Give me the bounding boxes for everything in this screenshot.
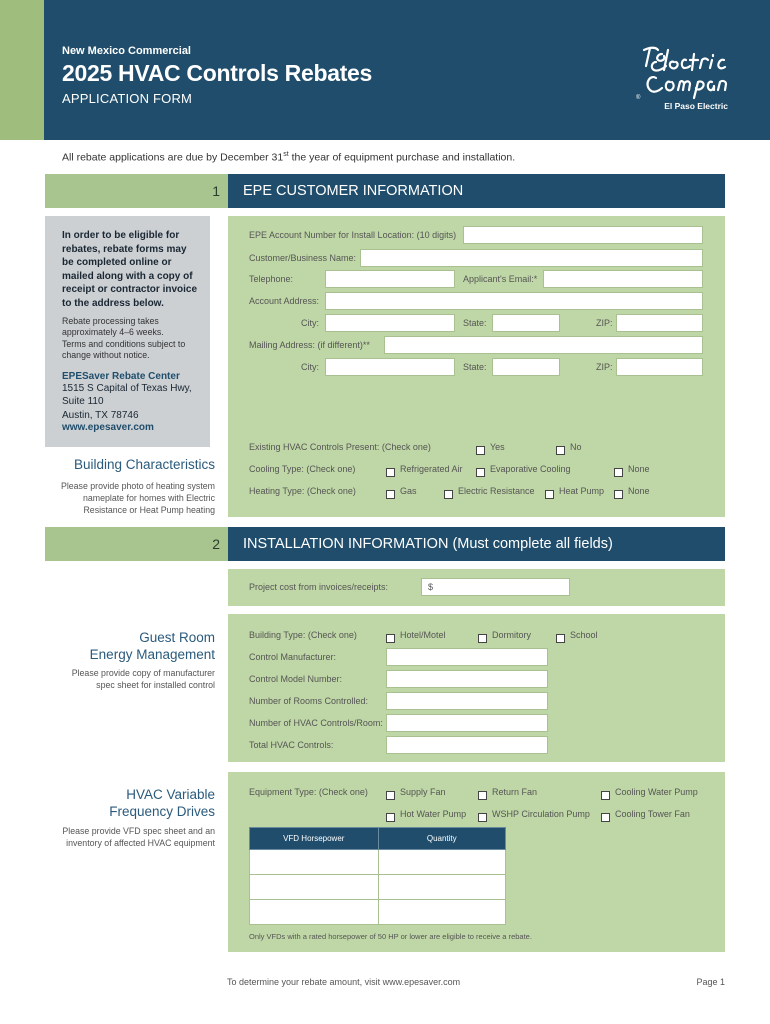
existing-yes-label: Yes xyxy=(490,442,505,452)
mailing-city-field[interactable] xyxy=(325,358,455,376)
building-characteristics-heading: Building Characteristics xyxy=(73,457,215,472)
project-cost-field[interactable] xyxy=(421,578,570,596)
control-manufacturer-label: Control Manufacturer: xyxy=(249,652,337,662)
page-number: Page 1 xyxy=(696,977,725,987)
electric-company-logo xyxy=(636,44,728,100)
vfd-horsepower-header: VFD Horsepower xyxy=(250,828,379,850)
checkbox[interactable] xyxy=(556,634,565,643)
logo-subtitle: El Paso Electric xyxy=(664,101,728,111)
building-dormitory-option[interactable] xyxy=(478,630,487,648)
cooling-evaporative-label: Evaporative Cooling xyxy=(490,464,571,474)
heating-none-option[interactable] xyxy=(614,486,623,504)
existing-yes-option[interactable] xyxy=(476,442,485,460)
mailing-address-field[interactable] xyxy=(384,336,703,354)
equip-return-fan-label: Return Fan xyxy=(492,787,538,797)
section-2-number: 2 xyxy=(212,536,220,552)
processing-note-line: approximately 4–6 weeks. xyxy=(62,327,164,338)
eligibility-line: rebates, rebate forms may xyxy=(62,243,187,255)
due-notice-suffix: the year of equipment purchase and installation. xyxy=(288,151,516,164)
checkbox[interactable] xyxy=(601,813,610,822)
processing-note-line: Rebate processing takes xyxy=(62,315,159,326)
checkbox[interactable] xyxy=(545,490,554,499)
cooling-type-label: Cooling Type: (Check one) xyxy=(249,464,356,474)
equip-wshp-pump-option[interactable] xyxy=(478,809,487,827)
control-model-label: Control Model Number: xyxy=(249,674,343,684)
equipment-type-label: Equipment Type: (Check one) xyxy=(249,787,368,797)
business-name-label: Customer/Business Name: xyxy=(249,253,357,263)
table-header-row xyxy=(250,828,506,850)
checkbox[interactable] xyxy=(444,490,453,499)
header-accent-bar xyxy=(0,0,44,140)
table-row xyxy=(250,875,506,900)
controls-per-room-field[interactable] xyxy=(386,714,548,732)
account-number-label: EPE Account Number for Install Location: (10 digits) xyxy=(249,230,457,240)
horsepower-cell[interactable] xyxy=(250,875,379,900)
controls-per-room-label: Number of HVAC Controls/Room: xyxy=(249,718,383,728)
footer-note: To determine your rebate amount, visit www.epesaver.com xyxy=(227,977,461,987)
building-hotel-label: Hotel/Motel xyxy=(400,630,446,640)
equip-cooling-tower-fan-option[interactable] xyxy=(601,809,610,827)
checkbox[interactable] xyxy=(478,634,487,643)
total-controls-label: Total HVAC Controls: xyxy=(249,740,334,750)
vfd-heading-line: Frequency Drives xyxy=(109,804,215,819)
email-field[interactable] xyxy=(543,270,703,288)
eligibility-line: to the address below. xyxy=(62,297,164,309)
building-note-line: nameplate for homes with Electric xyxy=(82,493,215,503)
heating-heat-pump-option[interactable] xyxy=(545,486,554,504)
checkbox[interactable] xyxy=(478,813,487,822)
building-type-label: Building Type: (Check one) xyxy=(249,630,357,640)
city-label: City: xyxy=(301,318,319,328)
existing-controls-label: Existing HVAC Controls Present: (Check one) xyxy=(249,442,431,452)
address-line: Austin, TX 78746 xyxy=(62,409,139,421)
section-2-number-band xyxy=(45,527,228,561)
rebate-center-name: EPESaver Rebate Center xyxy=(62,370,180,382)
horsepower-cell[interactable] xyxy=(250,850,379,875)
section-2-title: INSTALLATION INFORMATION (Must complete all fields) xyxy=(243,536,613,552)
telephone-field[interactable] xyxy=(325,270,455,288)
address-line: 1515 S Capital of Texas Hwy, xyxy=(62,382,192,394)
checkbox[interactable] xyxy=(476,468,485,477)
business-name-field[interactable] xyxy=(360,249,703,267)
checkbox[interactable] xyxy=(476,446,485,455)
rooms-controlled-field[interactable] xyxy=(386,692,548,710)
city-field[interactable] xyxy=(325,314,455,332)
table-row xyxy=(250,850,506,875)
mailing-state-label: State: xyxy=(463,362,487,372)
heating-gas-label: Gas xyxy=(400,486,417,496)
equip-supply-fan-option[interactable] xyxy=(386,787,395,805)
telephone-label: Telephone: xyxy=(249,274,294,284)
header-kicker: New Mexico Commercial xyxy=(62,45,191,57)
existing-no-option[interactable] xyxy=(556,442,565,460)
cooling-evaporative-option[interactable] xyxy=(476,464,485,482)
heating-gas-option[interactable] xyxy=(386,486,395,504)
vfd-inventory-table xyxy=(249,827,506,925)
eligibility-line: be completed online or xyxy=(62,257,172,269)
eligibility-line: receipt or contractor invoice xyxy=(62,284,198,296)
section-2-title-band xyxy=(228,527,725,561)
due-notice xyxy=(62,151,515,164)
heating-type-label: Heating Type: (Check one) xyxy=(249,486,356,496)
state-label: State: xyxy=(463,318,487,328)
eligibility-line: mailed along with a copy of xyxy=(62,270,193,282)
section-1-title-band xyxy=(228,174,725,208)
heating-heat-pump-label: Heat Pump xyxy=(559,486,605,496)
total-controls-field[interactable] xyxy=(386,736,548,754)
vfd-heading-line: HVAC Variable xyxy=(126,787,215,802)
checkbox[interactable] xyxy=(478,791,487,800)
equip-supply-fan-label: Supply Fan xyxy=(400,787,446,797)
due-notice-prefix: All rebate applications are due by December 31 xyxy=(62,151,284,164)
table-row xyxy=(250,900,506,925)
account-number-field[interactable] xyxy=(463,226,703,244)
building-school-label: School xyxy=(570,630,598,640)
checkbox[interactable] xyxy=(614,490,623,499)
checkbox[interactable] xyxy=(614,468,623,477)
zip-label: ZIP: xyxy=(596,318,613,328)
building-note xyxy=(40,480,215,516)
cooling-refrigerated-label: Refrigerated Air xyxy=(400,464,463,474)
guest-room-heading-line: Guest Room xyxy=(139,630,215,645)
mailing-address-label: Mailing Address: (if different)** xyxy=(249,340,370,350)
checkbox[interactable] xyxy=(386,634,395,643)
vfd-note xyxy=(30,825,215,849)
mailing-state-field[interactable] xyxy=(492,358,560,376)
equip-cooling-tower-fan-label: Cooling Tower Fan xyxy=(615,809,690,819)
checkbox[interactable] xyxy=(386,468,395,477)
guest-room-heading xyxy=(40,629,215,663)
equip-wshp-pump-label: WSHP Circulation Pump xyxy=(492,809,590,819)
building-dormitory-label: Dormitory xyxy=(492,630,532,640)
quantity-cell[interactable] xyxy=(378,875,505,900)
quantity-cell[interactable] xyxy=(378,900,505,925)
vfd-heading xyxy=(40,786,215,820)
section-1-title: EPE CUSTOMER INFORMATION xyxy=(243,183,464,199)
account-address-label: Account Address: xyxy=(249,296,320,306)
equip-hot-water-pump-option[interactable] xyxy=(386,809,395,827)
mailing-zip-field[interactable] xyxy=(616,358,703,376)
eligibility-line: In order to be eligible for xyxy=(62,230,180,241)
building-hotel-option[interactable] xyxy=(386,630,395,648)
equip-cooling-water-pump-option[interactable] xyxy=(601,787,610,805)
guest-room-note-line: spec sheet for installed control xyxy=(96,680,215,690)
heating-electric-label: Electric Resistance xyxy=(458,486,535,496)
heating-electric-option[interactable] xyxy=(444,486,453,504)
guest-room-note-line: Please provide copy of manufacturer xyxy=(71,668,215,678)
account-address-field[interactable] xyxy=(325,292,703,310)
building-school-option[interactable] xyxy=(556,630,565,648)
address-line: Suite 110 xyxy=(62,396,104,408)
page-title: 2025 HVAC Controls Rebates xyxy=(62,60,373,86)
epesaver-link[interactable]: www.epesaver.com xyxy=(62,422,154,434)
cooling-refrigerated-option[interactable] xyxy=(386,464,395,482)
cooling-none-option[interactable] xyxy=(614,464,623,482)
vfd-eligibility-footnote: Only VFDs with a rated horsepower of 50 HP or lower are eligible to receive a rebate. xyxy=(249,932,532,941)
checkbox[interactable] xyxy=(386,490,395,499)
email-label: Applicant's Email:* xyxy=(463,274,538,284)
section-1-number-band xyxy=(45,174,228,208)
control-model-field[interactable] xyxy=(386,670,548,688)
guest-room-heading-line: Energy Management xyxy=(89,647,215,662)
building-note-line: Please provide photo of heating system xyxy=(60,481,215,491)
existing-no-label: No xyxy=(570,442,582,452)
project-cost-label: Project cost from invoices/receipts: xyxy=(249,582,389,592)
checkbox[interactable] xyxy=(601,791,610,800)
horsepower-cell[interactable] xyxy=(250,900,379,925)
mailing-zip-label: ZIP: xyxy=(596,362,613,372)
vfd-note-line: inventory of affected HVAC equipment xyxy=(66,838,215,848)
page-subtitle: APPLICATION FORM xyxy=(62,91,193,106)
equip-return-fan-option[interactable] xyxy=(478,787,487,805)
quantity-header: Quantity xyxy=(378,828,505,850)
currency-symbol: $ xyxy=(428,582,434,592)
section-1-number: 1 xyxy=(212,183,220,199)
checkbox[interactable] xyxy=(556,446,565,455)
state-field[interactable] xyxy=(492,314,560,332)
mailing-city-label: City: xyxy=(301,362,319,372)
guest-room-note xyxy=(40,667,215,691)
checkbox[interactable] xyxy=(386,791,395,800)
equip-hot-water-pump-label: Hot Water Pump xyxy=(400,809,467,819)
processing-note-line: change without notice. xyxy=(62,350,150,361)
cooling-none-label: None xyxy=(628,464,650,474)
processing-note-line: Terms and conditions subject to xyxy=(62,338,186,349)
zip-field[interactable] xyxy=(616,314,703,332)
equip-cooling-water-pump-label: Cooling Water Pump xyxy=(615,787,698,797)
control-manufacturer-field[interactable] xyxy=(386,648,548,666)
svg-text:®: ® xyxy=(636,95,641,100)
heating-none-label: None xyxy=(628,486,650,496)
due-notice-sup: st xyxy=(283,151,289,158)
vfd-note-line: Please provide VFD spec sheet and an xyxy=(62,826,215,836)
rooms-controlled-label: Number of Rooms Controlled: xyxy=(249,696,369,706)
quantity-cell[interactable] xyxy=(378,850,505,875)
rebate-info-text xyxy=(62,229,207,433)
building-note-line: Resistance or Heat Pump heating xyxy=(83,505,215,515)
checkbox[interactable] xyxy=(386,813,395,822)
